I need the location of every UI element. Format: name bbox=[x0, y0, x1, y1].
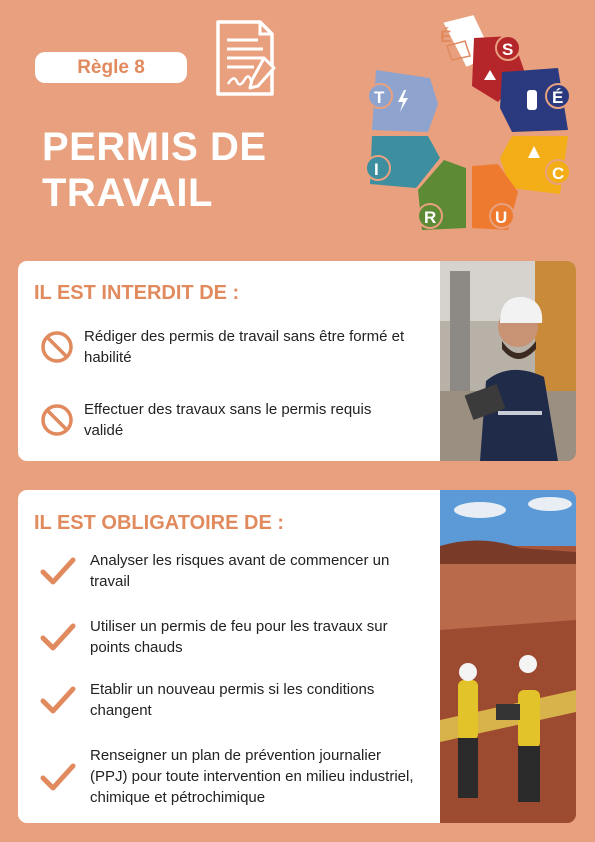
mandatory-item-line: (PPJ) pour toute intervention en milieu industriel, bbox=[90, 768, 414, 785]
forbidden-item bbox=[40, 399, 414, 441]
mandatory-item-line: Renseigner un plan de prévention journalier bbox=[90, 747, 382, 764]
forbidden-item-line: validé bbox=[84, 422, 124, 439]
wheel-letter-c: C bbox=[552, 164, 565, 183]
mandatory-item bbox=[40, 745, 420, 808]
wheel-letter-e2: É bbox=[552, 88, 564, 107]
rule-badge bbox=[35, 52, 187, 83]
mandatory-heading: IL EST OBLIGATOIRE DE : bbox=[34, 512, 285, 534]
wheel-letter-s: S bbox=[502, 40, 514, 59]
mandatory-card bbox=[18, 490, 576, 823]
mandatory-item bbox=[40, 679, 420, 721]
worker-photo bbox=[440, 261, 576, 461]
forbidden-item-line: Effectuer des travaux sans le permis requis bbox=[84, 401, 372, 418]
prohibited-icon bbox=[40, 403, 74, 437]
mandatory-item-line: Analyser les risques avant de commencer un bbox=[90, 552, 390, 569]
forbidden-item bbox=[40, 326, 414, 368]
prohibited-icon bbox=[40, 330, 74, 364]
wheel-letter-t: T bbox=[374, 88, 385, 107]
mandatory-item-line: points chauds bbox=[90, 639, 183, 656]
wheel-letter-e1: É bbox=[440, 27, 452, 46]
mandatory-item-line: changent bbox=[90, 702, 152, 719]
wheel-letter-i: I bbox=[374, 160, 379, 179]
wheel-segment-circulation bbox=[500, 68, 570, 132]
mandatory-item bbox=[40, 550, 420, 592]
mandatory-item-line: travail bbox=[90, 573, 131, 590]
forbidden-heading: IL EST INTERDIT DE : bbox=[34, 282, 240, 304]
mandatory-item-line: Utiliser un permis de feu pour les travaux sur bbox=[90, 618, 388, 635]
mandatory-item-line: chimique et pétrochimique bbox=[90, 789, 266, 806]
checkmark-icon bbox=[40, 685, 76, 715]
checkmark-icon bbox=[40, 556, 76, 586]
mine-site-photo bbox=[440, 490, 576, 823]
rule-label: Règle 8 bbox=[77, 56, 145, 78]
checkmark-icon bbox=[40, 762, 76, 792]
mandatory-item bbox=[40, 616, 420, 658]
wheel-letter-u: U bbox=[495, 208, 508, 227]
document-icon bbox=[214, 18, 276, 98]
wheel-segment-energie bbox=[368, 70, 438, 132]
safety-wheel bbox=[362, 8, 576, 236]
title-line-2: TRAVAIL bbox=[42, 171, 213, 215]
forbidden-item-line: Rédiger des permis de travail sans être formé et bbox=[84, 328, 405, 345]
page-title bbox=[42, 124, 267, 216]
forbidden-item-line: habilité bbox=[84, 349, 132, 366]
title-line-1: PERMIS DE bbox=[42, 125, 267, 169]
wheel-letter-r: R bbox=[424, 208, 437, 227]
mandatory-item-line: Etablir un nouveau permis si les conditions bbox=[90, 681, 375, 698]
checkmark-icon bbox=[40, 622, 76, 652]
forbidden-card bbox=[18, 261, 576, 461]
